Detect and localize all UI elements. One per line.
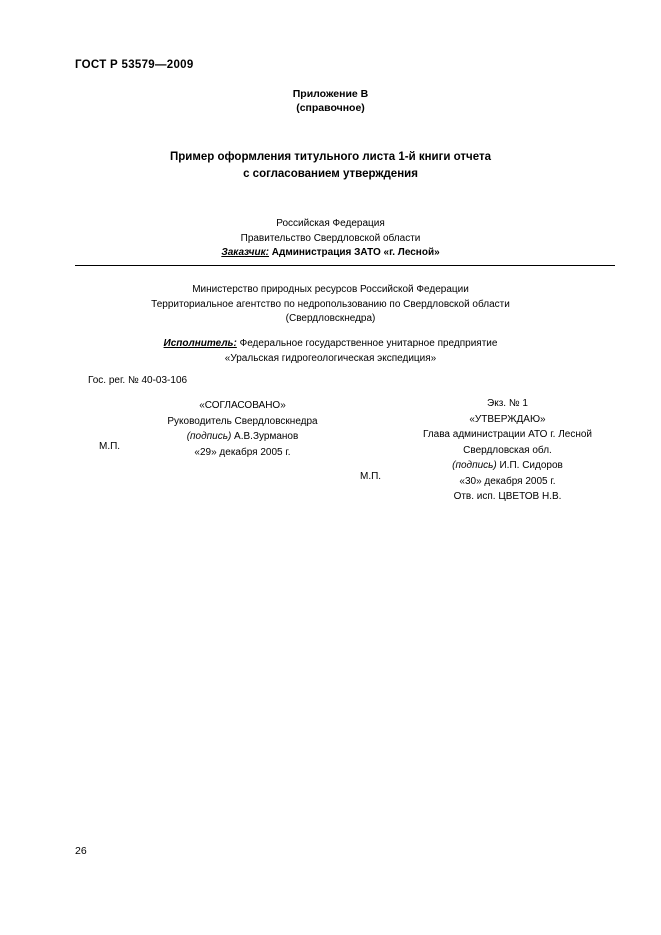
approver-signature-left (135, 429, 350, 445)
appendix-subtitle: (справочное) (296, 102, 365, 114)
customer-value: Администрация ЗАТО «г. Лесной» (269, 247, 440, 258)
copy-number: Экз. № 1 (487, 398, 528, 409)
performer-block (0, 337, 661, 366)
approval-block-right (400, 396, 615, 505)
customer-label: Заказчик: (221, 247, 269, 258)
performer-line (0, 337, 661, 352)
approval-block-left (135, 398, 350, 460)
stamp-mark-right: М.П. (360, 471, 382, 482)
appendix-title: Приложение В (292, 88, 369, 100)
ministry-name: Министерство природных ресурсов Российской Федерации (192, 284, 469, 295)
page-number: 26 (75, 845, 87, 857)
customer-line (0, 246, 661, 261)
signature-mark-left: (подпись) (186, 431, 232, 442)
country-name: Российская Федерация (276, 218, 385, 229)
approver-position-left: Руководитель Свердловскнедра (167, 415, 318, 427)
registration-number: Гос. рег. № 40-03-106 (88, 375, 188, 386)
responsible-executor: Отв. исп. ЦВЕТОВ Н.В. (453, 491, 562, 502)
page-title (0, 149, 661, 183)
approval-heading-left: «СОГЛАСОВАНО» (199, 400, 286, 411)
approver-position-right-line-2: Свердловская обл. (463, 444, 552, 456)
signature-mark-right: (подпись) (452, 460, 497, 471)
approver-position-right-line-1: Глава администрации АТО г. Лесной (422, 429, 593, 440)
performer-org-name: «Уральская гидрогеологическая экспедиция» (224, 352, 437, 364)
customer-block (0, 217, 661, 261)
performer-label: Исполнитель: (163, 338, 237, 349)
ministry-block (0, 283, 661, 327)
stamp-mark-left: М.П. (99, 441, 121, 452)
approver-name-left: А.В.Зурманов (231, 431, 299, 442)
page-title-line-1: Пример оформления титульного листа 1-й книги отчета (170, 151, 491, 163)
appendix-heading (0, 87, 661, 115)
approval-heading-right: «УТВЕРЖДАЮ» (469, 413, 546, 425)
agency-name: Территориальное агентство по недропользованию по Свердловской области (151, 298, 510, 310)
standard-designation-header: ГОСТ Р 53579—2009 (75, 59, 194, 71)
approval-date-left: «29» декабря 2005 г. (194, 446, 291, 458)
government-name: Правительство Свердловской области (240, 232, 421, 244)
approver-signature-right (400, 458, 615, 474)
horizontal-divider (75, 265, 615, 266)
agency-short-name: (Свердловскнедра) (285, 313, 376, 324)
page-title-line-2: с согласованием утверждения (243, 168, 418, 180)
approval-date-right: «30» декабря 2005 г. (459, 475, 556, 487)
performer-value: Федеральное государственное унитарное предприятие (236, 338, 498, 349)
approver-name-right: И.П. Сидоров (496, 460, 563, 471)
